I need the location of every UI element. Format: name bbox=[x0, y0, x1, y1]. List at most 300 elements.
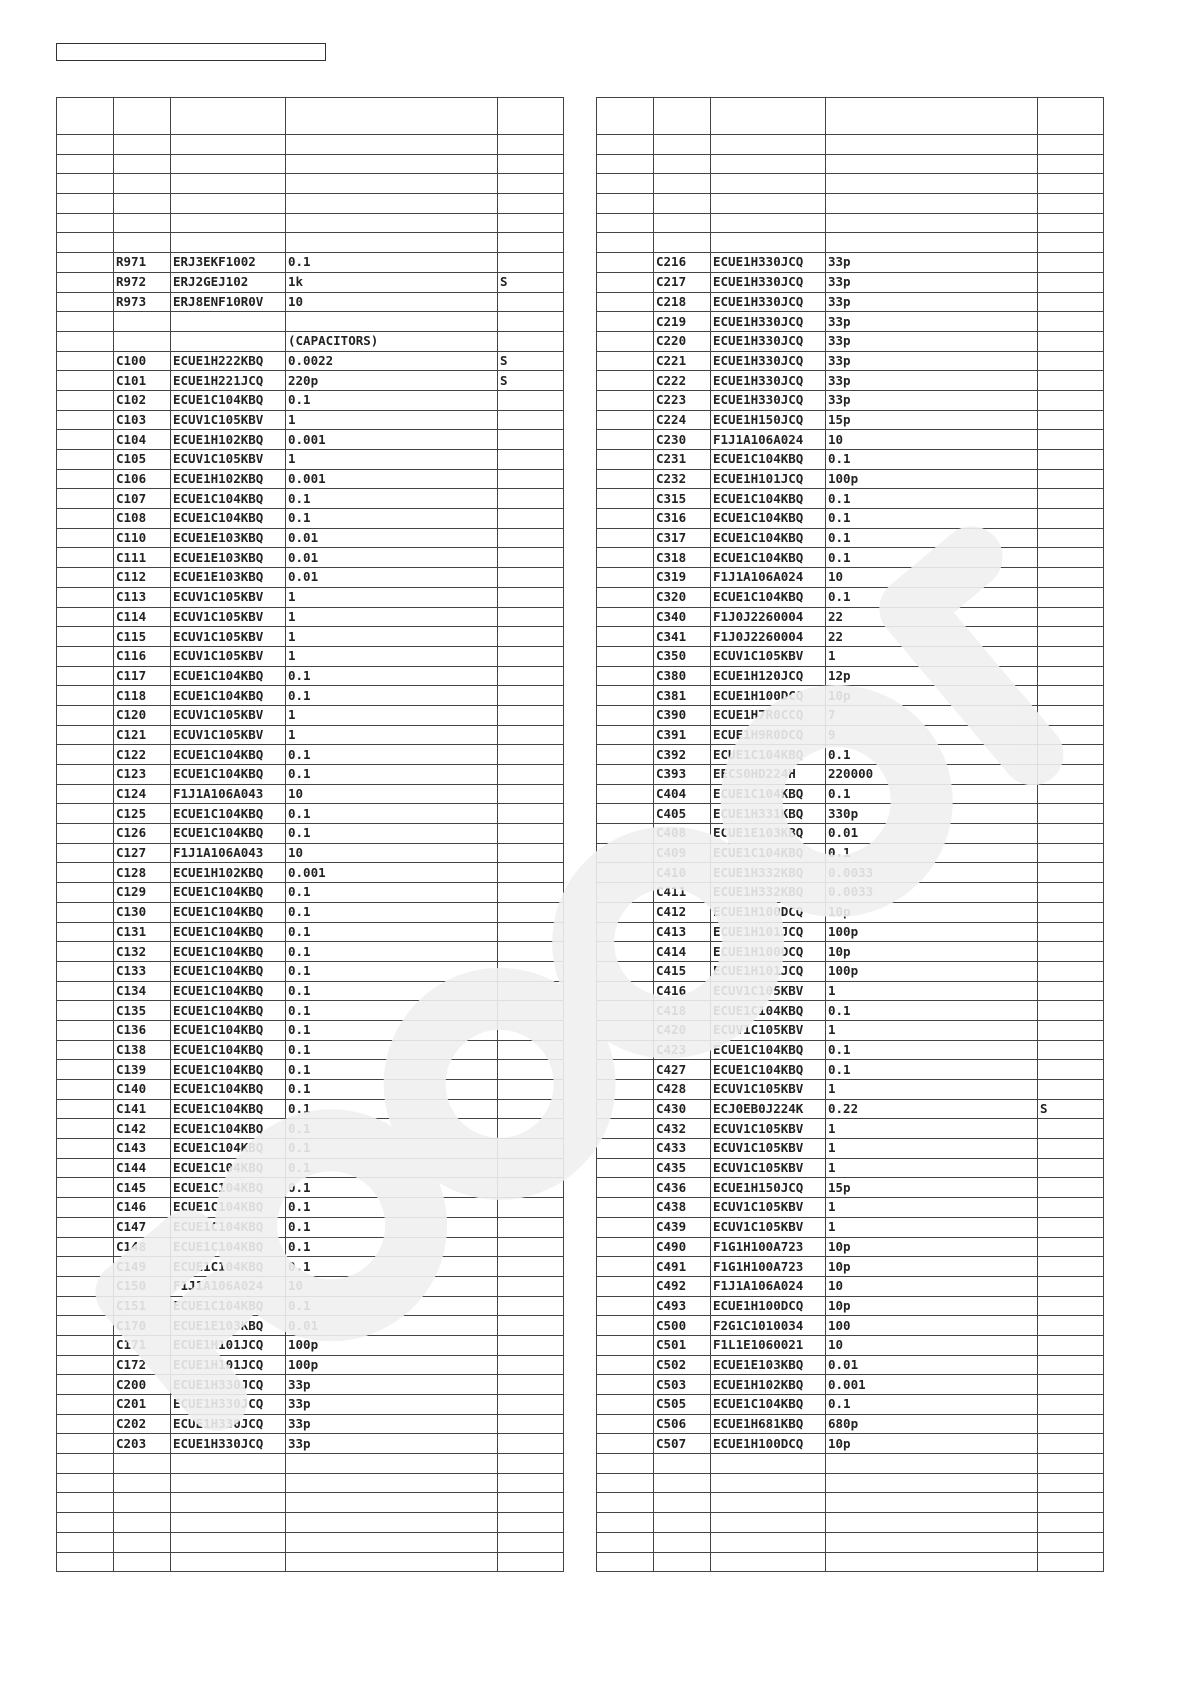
value-cell: 0.1 bbox=[826, 587, 1038, 607]
part-no-cell: ECUE1H681KBQ bbox=[711, 1414, 826, 1434]
ref-no-cell: C491 bbox=[654, 1257, 711, 1277]
remark-cell bbox=[1038, 292, 1104, 312]
table-row bbox=[597, 351, 1104, 371]
ref-no-cell: C218 bbox=[654, 292, 711, 312]
remark-cell bbox=[498, 607, 564, 627]
part-no-cell bbox=[711, 1552, 826, 1572]
part-no-cell: ECUE1H330JCQ bbox=[711, 331, 826, 351]
ref-no-cell: C433 bbox=[654, 1139, 711, 1159]
blank-cell bbox=[57, 1414, 114, 1434]
blank-cell bbox=[57, 1257, 114, 1277]
value-cell: 0.1 bbox=[286, 745, 498, 765]
blank-cell bbox=[57, 509, 114, 529]
part-no-cell: ECUV1C105KBV bbox=[711, 1158, 826, 1178]
blank-cell bbox=[57, 194, 114, 214]
remark-cell bbox=[498, 1316, 564, 1336]
ref-no-cell: C107 bbox=[114, 489, 171, 509]
table-row bbox=[57, 1040, 564, 1060]
part-no-cell: ECUE1H101JCQ bbox=[171, 1335, 286, 1355]
value-cell: 10p bbox=[826, 1257, 1038, 1277]
ref-no-cell: C415 bbox=[654, 961, 711, 981]
ref-no-cell: C148 bbox=[114, 1237, 171, 1257]
value-cell: 10p bbox=[826, 1434, 1038, 1454]
ref-no-cell: C112 bbox=[114, 568, 171, 588]
table-row bbox=[57, 1473, 564, 1493]
table-row bbox=[597, 1552, 1104, 1572]
table-row bbox=[57, 450, 564, 470]
blank-cell bbox=[57, 745, 114, 765]
value-cell: 10 bbox=[826, 1276, 1038, 1296]
blank-cell bbox=[57, 233, 114, 253]
table-row bbox=[57, 1532, 564, 1552]
value-cell: 1 bbox=[286, 587, 498, 607]
ref-no-cell: C143 bbox=[114, 1139, 171, 1159]
part-no-cell: ECUV1C105KBV bbox=[711, 1198, 826, 1218]
ref-no-cell bbox=[654, 1552, 711, 1572]
blank-cell bbox=[57, 1158, 114, 1178]
remark-cell bbox=[1038, 1473, 1104, 1493]
table-row bbox=[57, 1237, 564, 1257]
ref-no-cell: C416 bbox=[654, 981, 711, 1001]
ref-no-cell: C223 bbox=[654, 390, 711, 410]
part-no-cell: ECUE1C104KBQ bbox=[171, 1139, 286, 1159]
remark-cell bbox=[498, 312, 564, 332]
remark-cell bbox=[1038, 489, 1104, 509]
ref-no-cell: C341 bbox=[654, 627, 711, 647]
part-no-cell: F1J1A106A043 bbox=[171, 843, 286, 863]
ref-no-cell: C202 bbox=[114, 1414, 171, 1434]
ref-no-cell: C219 bbox=[654, 312, 711, 332]
part-no-cell: ECUE1C104KBQ bbox=[171, 883, 286, 903]
value-cell bbox=[286, 194, 498, 214]
part-no-cell: ECUE1H101JCQ bbox=[711, 961, 826, 981]
blank-cell bbox=[597, 1276, 654, 1296]
part-no-cell: ECUE1C104KBQ bbox=[171, 1217, 286, 1237]
value-cell: 22 bbox=[826, 627, 1038, 647]
ref-no-cell: C410 bbox=[654, 863, 711, 883]
blank-cell bbox=[597, 233, 654, 253]
value-cell: 0.1 bbox=[826, 1395, 1038, 1415]
blank-cell bbox=[57, 1001, 114, 1021]
value-cell bbox=[826, 1454, 1038, 1474]
part-no-cell: F1G1H100A723 bbox=[711, 1237, 826, 1257]
blank-cell bbox=[57, 725, 114, 745]
value-cell bbox=[826, 1493, 1038, 1513]
part-no-cell: ECUV1C105KBV bbox=[711, 1119, 826, 1139]
ref-no-cell bbox=[654, 1454, 711, 1474]
part-no-cell: ECUV1C105KBV bbox=[171, 646, 286, 666]
ref-no-cell bbox=[114, 312, 171, 332]
table-row bbox=[597, 1473, 1104, 1493]
ref-no-cell bbox=[654, 1513, 711, 1533]
blank-cell bbox=[57, 883, 114, 903]
part-no-cell bbox=[711, 213, 826, 233]
table-row bbox=[57, 863, 564, 883]
table-row bbox=[597, 331, 1104, 351]
blank-cell bbox=[597, 902, 654, 922]
blank-cell bbox=[597, 1552, 654, 1572]
blank-cell bbox=[57, 331, 114, 351]
value-cell bbox=[826, 135, 1038, 155]
remark-cell bbox=[498, 430, 564, 450]
part-no-cell: ECUE1C104KBQ bbox=[711, 745, 826, 765]
remark-cell bbox=[1038, 410, 1104, 430]
ref-no-cell: C436 bbox=[654, 1178, 711, 1198]
value-cell: 1k bbox=[286, 272, 498, 292]
part-no-cell bbox=[171, 154, 286, 174]
blank-cell bbox=[597, 1060, 654, 1080]
ref-no-cell: C231 bbox=[654, 450, 711, 470]
remark-cell bbox=[1038, 666, 1104, 686]
blank-cell bbox=[57, 1237, 114, 1257]
remark-cell bbox=[1038, 371, 1104, 391]
part-no-cell: ECUE1H101JCQ bbox=[711, 469, 826, 489]
remark-cell bbox=[498, 233, 564, 253]
part-no-cell: ECUE1C104KBQ bbox=[171, 1257, 286, 1277]
table-row bbox=[57, 1139, 564, 1159]
table-row bbox=[597, 1414, 1104, 1434]
value-cell: 0.1 bbox=[286, 686, 498, 706]
ref-no-cell: C230 bbox=[654, 430, 711, 450]
ref-no-cell bbox=[114, 194, 171, 214]
blank-cell bbox=[597, 587, 654, 607]
ref-no-cell: C149 bbox=[114, 1257, 171, 1277]
remark-cell bbox=[1038, 686, 1104, 706]
ref-no-cell: C217 bbox=[654, 272, 711, 292]
parts-table-right bbox=[596, 97, 1104, 1572]
table-row bbox=[57, 725, 564, 745]
blank-cell bbox=[57, 1119, 114, 1139]
value-cell: 10p bbox=[826, 1296, 1038, 1316]
value-cell: 33p bbox=[826, 292, 1038, 312]
table-row bbox=[57, 528, 564, 548]
ref-no-cell: C203 bbox=[114, 1434, 171, 1454]
part-no-cell: ECUE1C104KBQ bbox=[171, 922, 286, 942]
part-no-cell: ECUE1H330JCQ bbox=[171, 1395, 286, 1415]
ref-no-cell: C409 bbox=[654, 843, 711, 863]
value-cell: 0.1 bbox=[286, 1001, 498, 1021]
value-cell bbox=[286, 1454, 498, 1474]
table-row bbox=[57, 824, 564, 844]
ref-no-cell bbox=[114, 154, 171, 174]
ref-no-cell: C147 bbox=[114, 1217, 171, 1237]
remark-cell bbox=[1038, 961, 1104, 981]
part-no-cell: ERJ3EKF1002 bbox=[171, 253, 286, 273]
blank-cell bbox=[597, 174, 654, 194]
blank-cell bbox=[597, 1020, 654, 1040]
remark-cell bbox=[1038, 1296, 1104, 1316]
remark-cell bbox=[1038, 1375, 1104, 1395]
value-cell: 1 bbox=[826, 1020, 1038, 1040]
value-cell: 0.1 bbox=[286, 1158, 498, 1178]
table-row bbox=[597, 1080, 1104, 1100]
table-row bbox=[57, 1198, 564, 1218]
table-row bbox=[57, 607, 564, 627]
ref-no-cell bbox=[114, 233, 171, 253]
part-no-cell: ECUE1C104KBQ bbox=[171, 1020, 286, 1040]
blank-cell bbox=[597, 351, 654, 371]
part-no-cell: ECUE1H102KBQ bbox=[711, 1375, 826, 1395]
ref-no-cell: C390 bbox=[654, 705, 711, 725]
remark-cell bbox=[498, 331, 564, 351]
header-cell bbox=[1038, 98, 1104, 135]
value-cell bbox=[826, 154, 1038, 174]
value-cell: 15p bbox=[826, 410, 1038, 430]
remark-cell bbox=[498, 1454, 564, 1474]
blank-cell bbox=[597, 489, 654, 509]
blank-cell bbox=[57, 1395, 114, 1415]
value-cell: 33p bbox=[826, 331, 1038, 351]
table-row bbox=[57, 843, 564, 863]
value-cell bbox=[826, 1513, 1038, 1533]
remark-cell bbox=[498, 213, 564, 233]
value-cell: 33p bbox=[826, 390, 1038, 410]
ref-no-cell: C120 bbox=[114, 705, 171, 725]
value-cell bbox=[826, 213, 1038, 233]
table-row bbox=[57, 1158, 564, 1178]
part-no-cell bbox=[711, 1493, 826, 1513]
value-cell: 0.1 bbox=[286, 489, 498, 509]
value-cell bbox=[286, 1532, 498, 1552]
remark-cell bbox=[1038, 430, 1104, 450]
ref-no-cell: C114 bbox=[114, 607, 171, 627]
remark-cell bbox=[498, 1276, 564, 1296]
blank-cell bbox=[57, 1060, 114, 1080]
table-row bbox=[597, 824, 1104, 844]
blank-cell bbox=[597, 1335, 654, 1355]
remark-cell bbox=[498, 824, 564, 844]
blank-cell bbox=[597, 646, 654, 666]
header-cell bbox=[597, 98, 654, 135]
ref-no-cell: C224 bbox=[654, 410, 711, 430]
table-row bbox=[597, 312, 1104, 332]
part-no-cell: ECUE1C104KBQ bbox=[171, 1040, 286, 1060]
ref-no-cell: C113 bbox=[114, 587, 171, 607]
remark-cell bbox=[498, 1395, 564, 1415]
blank-cell bbox=[57, 1198, 114, 1218]
table-row bbox=[57, 686, 564, 706]
blank-cell bbox=[597, 607, 654, 627]
value-cell bbox=[286, 213, 498, 233]
remark-cell bbox=[1038, 922, 1104, 942]
table-row bbox=[597, 1454, 1104, 1474]
part-no-cell: ECUE1H332KBQ bbox=[711, 883, 826, 903]
ref-no-cell: C316 bbox=[654, 509, 711, 529]
blank-cell bbox=[57, 1493, 114, 1513]
ref-no-cell: C139 bbox=[114, 1060, 171, 1080]
value-cell bbox=[826, 233, 1038, 253]
part-no-cell: F2G1C1010034 bbox=[711, 1316, 826, 1336]
remark-cell bbox=[498, 1001, 564, 1021]
value-cell: 10p bbox=[826, 686, 1038, 706]
blank-cell bbox=[597, 1513, 654, 1533]
value-cell: 0.1 bbox=[826, 1001, 1038, 1021]
part-no-cell: ECUE1H102KBQ bbox=[171, 469, 286, 489]
remark-cell bbox=[498, 1060, 564, 1080]
blank-cell bbox=[597, 272, 654, 292]
value-cell: 33p bbox=[286, 1434, 498, 1454]
blank-cell bbox=[597, 450, 654, 470]
ref-no-cell: C490 bbox=[654, 1237, 711, 1257]
part-no-cell: ECUE1C104KBQ bbox=[171, 942, 286, 962]
part-no-cell bbox=[711, 154, 826, 174]
table-row bbox=[57, 1493, 564, 1513]
value-cell bbox=[286, 312, 498, 332]
blank-cell bbox=[597, 1001, 654, 1021]
remark-cell bbox=[498, 489, 564, 509]
part-no-cell: ECUE1C104KBQ bbox=[171, 804, 286, 824]
remark-cell bbox=[1038, 213, 1104, 233]
ref-no-cell: C502 bbox=[654, 1355, 711, 1375]
table-row bbox=[57, 1060, 564, 1080]
header-cell bbox=[57, 98, 114, 135]
value-cell: 10 bbox=[286, 843, 498, 863]
value-cell: 33p bbox=[286, 1414, 498, 1434]
value-cell: 33p bbox=[826, 253, 1038, 273]
header-cell bbox=[654, 98, 711, 135]
table-row bbox=[597, 666, 1104, 686]
ref-no-cell: C127 bbox=[114, 843, 171, 863]
blank-cell bbox=[57, 430, 114, 450]
blank-cell bbox=[57, 351, 114, 371]
blank-cell bbox=[597, 1532, 654, 1552]
part-no-cell: ECUE1C104KBQ bbox=[171, 1080, 286, 1100]
part-no-cell bbox=[171, 1532, 286, 1552]
blank-cell bbox=[597, 371, 654, 391]
value-cell: 1 bbox=[286, 410, 498, 430]
value-cell: 0.1 bbox=[286, 1237, 498, 1257]
table-row bbox=[57, 784, 564, 804]
table-row bbox=[597, 154, 1104, 174]
ref-no-cell bbox=[654, 233, 711, 253]
ref-no-cell: C500 bbox=[654, 1316, 711, 1336]
part-no-cell: EECS0HD224H bbox=[711, 765, 826, 785]
table-row bbox=[597, 1119, 1104, 1139]
remark-cell bbox=[1038, 1060, 1104, 1080]
remark-cell bbox=[498, 1020, 564, 1040]
part-no-cell: ECUE1H101JCQ bbox=[171, 1355, 286, 1375]
value-cell: 0.1 bbox=[286, 1178, 498, 1198]
table-row bbox=[57, 489, 564, 509]
part-no-cell: ECUE1H221JCQ bbox=[171, 371, 286, 391]
ref-no-cell: C412 bbox=[654, 902, 711, 922]
blank-cell bbox=[597, 1257, 654, 1277]
table-row bbox=[57, 1276, 564, 1296]
remark-cell bbox=[1038, 1276, 1104, 1296]
blank-cell bbox=[597, 469, 654, 489]
part-no-cell: ECUE1H100DCQ bbox=[711, 902, 826, 922]
part-no-cell: ECUE1C104KBQ bbox=[171, 1178, 286, 1198]
part-no-cell: ECJ0EB0J224K bbox=[711, 1099, 826, 1119]
part-no-cell: ECUE1H222KBQ bbox=[171, 351, 286, 371]
table-row bbox=[597, 1158, 1104, 1178]
part-no-cell: ECUE1H330JCQ bbox=[711, 351, 826, 371]
table-row bbox=[57, 1316, 564, 1336]
blank-cell bbox=[597, 253, 654, 273]
value-cell: 100p bbox=[286, 1355, 498, 1375]
table-row bbox=[597, 1257, 1104, 1277]
table-row bbox=[57, 804, 564, 824]
ref-no-cell: C121 bbox=[114, 725, 171, 745]
value-cell: 10p bbox=[826, 1237, 1038, 1257]
remark-cell bbox=[498, 1178, 564, 1198]
blank-cell bbox=[597, 961, 654, 981]
blank-cell bbox=[57, 587, 114, 607]
part-no-cell bbox=[711, 1532, 826, 1552]
remark-cell bbox=[498, 410, 564, 430]
table-row bbox=[57, 272, 564, 292]
value-cell: 0.1 bbox=[826, 745, 1038, 765]
part-no-cell: ECUE1H330JCQ bbox=[711, 272, 826, 292]
blank-cell bbox=[597, 765, 654, 785]
blank-cell bbox=[597, 705, 654, 725]
remark-cell bbox=[498, 1493, 564, 1513]
ref-no-cell: C200 bbox=[114, 1375, 171, 1395]
blank-cell bbox=[57, 1375, 114, 1395]
ref-no-cell: C142 bbox=[114, 1119, 171, 1139]
part-no-cell: ECUV1C105KBV bbox=[711, 981, 826, 1001]
remark-cell bbox=[498, 548, 564, 568]
remark-cell bbox=[1038, 1532, 1104, 1552]
blank-cell bbox=[57, 1355, 114, 1375]
value-cell: 0.1 bbox=[286, 253, 498, 273]
table-row bbox=[57, 233, 564, 253]
blank-cell bbox=[597, 1355, 654, 1375]
table-row bbox=[57, 1552, 564, 1572]
part-no-cell: ECUV1C105KBV bbox=[711, 1020, 826, 1040]
table-row bbox=[597, 135, 1104, 155]
ref-no-cell bbox=[654, 1473, 711, 1493]
remark-cell bbox=[1038, 253, 1104, 273]
part-no-cell bbox=[171, 1493, 286, 1513]
part-no-cell: F1J0J2260004 bbox=[711, 627, 826, 647]
remark-cell bbox=[1038, 1513, 1104, 1533]
part-no-cell: ECUV1C105KBV bbox=[171, 705, 286, 725]
value-cell: 1 bbox=[826, 1158, 1038, 1178]
blank-cell bbox=[57, 1434, 114, 1454]
value-cell: 0.001 bbox=[826, 1375, 1038, 1395]
table-row bbox=[597, 765, 1104, 785]
blank-cell bbox=[57, 666, 114, 686]
ref-no-cell: C408 bbox=[654, 824, 711, 844]
blank-cell bbox=[597, 863, 654, 883]
remark-cell bbox=[498, 253, 564, 273]
ref-no-cell: R973 bbox=[114, 292, 171, 312]
value-cell: 33p bbox=[286, 1395, 498, 1415]
blank-cell bbox=[597, 568, 654, 588]
remark-cell bbox=[498, 902, 564, 922]
ref-no-cell: C104 bbox=[114, 430, 171, 450]
ref-no-cell: C405 bbox=[654, 804, 711, 824]
remark-cell bbox=[498, 1158, 564, 1178]
remark-cell bbox=[1038, 450, 1104, 470]
value-cell: 0.01 bbox=[286, 528, 498, 548]
remark-cell bbox=[498, 587, 564, 607]
header-cell bbox=[114, 98, 171, 135]
remark-cell bbox=[498, 981, 564, 1001]
value-cell: 0.01 bbox=[826, 824, 1038, 844]
part-no-cell: ECUE1H330JCQ bbox=[171, 1434, 286, 1454]
part-no-cell: ECUE1C104KBQ bbox=[711, 1060, 826, 1080]
remark-cell bbox=[1038, 587, 1104, 607]
value-cell bbox=[286, 233, 498, 253]
blank-cell bbox=[57, 765, 114, 785]
ref-no-cell: C145 bbox=[114, 1178, 171, 1198]
table-row bbox=[57, 371, 564, 391]
value-cell: 33p bbox=[826, 371, 1038, 391]
ref-no-cell: C201 bbox=[114, 1395, 171, 1415]
table-row bbox=[57, 390, 564, 410]
